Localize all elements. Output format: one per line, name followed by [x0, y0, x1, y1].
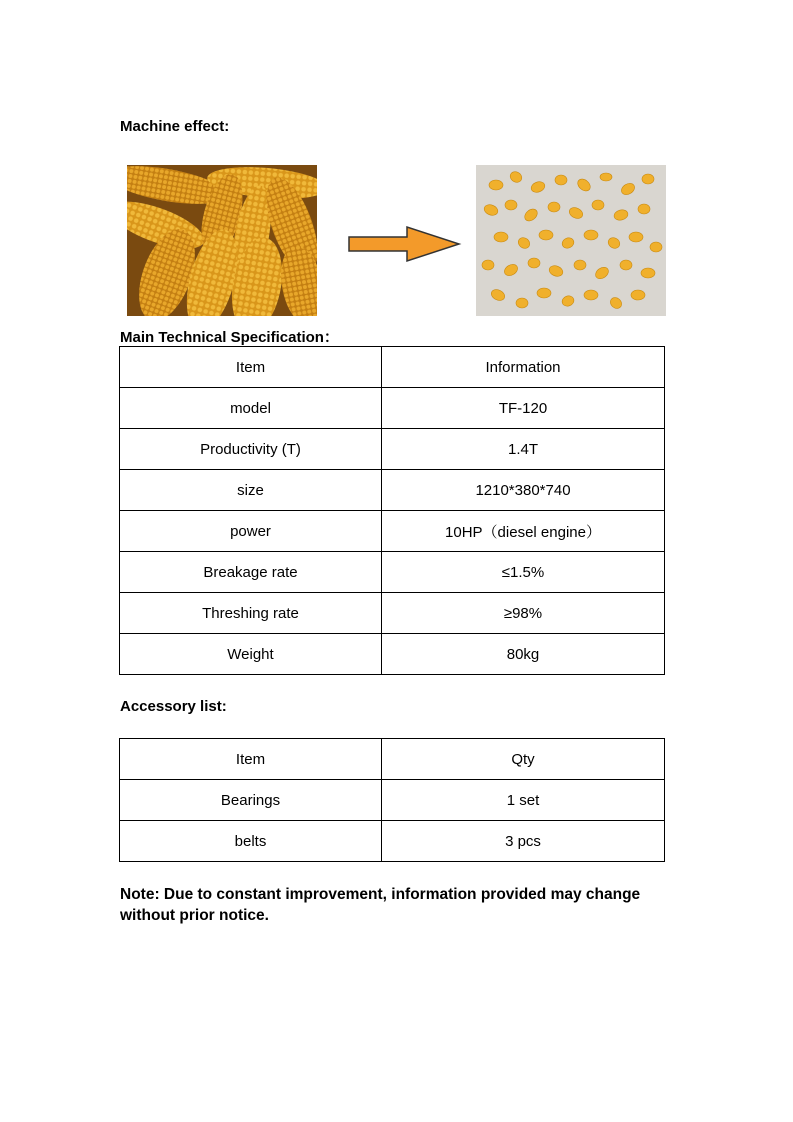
table-cell: belts	[120, 821, 382, 862]
table-row	[120, 634, 665, 675]
table-header-row	[120, 739, 665, 780]
table-cell: 1210*380*740	[382, 470, 665, 511]
machine-effect-heading: Machine effect:	[120, 118, 230, 135]
accessory-heading: Accessory list:	[120, 698, 227, 715]
table-cell: model	[120, 388, 382, 429]
accessory-table	[119, 738, 665, 862]
table-row	[120, 429, 665, 470]
table-cell: 10HP（diesel engine）	[382, 511, 665, 552]
table-cell: Productivity (T)	[120, 429, 382, 470]
corn-kernels-photo	[476, 165, 666, 316]
table-cell: power	[120, 511, 382, 552]
table-cell: TF-120	[382, 388, 665, 429]
table-cell: Breakage rate	[120, 552, 382, 593]
table-cell: 1.4T	[382, 429, 665, 470]
table-cell: 80kg	[382, 634, 665, 675]
table-row	[120, 593, 665, 634]
table-cell: Bearings	[120, 780, 382, 821]
table-cell: 1 set	[382, 780, 665, 821]
table-cell: ≤1.5%	[382, 552, 665, 593]
table-row	[120, 511, 665, 552]
header-cell: Item	[120, 739, 382, 780]
corn-cobs-photo	[127, 165, 317, 316]
note-text: Note: Due to constant improvement, information provided may change without prior notice.	[120, 886, 641, 924]
table-header-row	[120, 347, 665, 388]
table-cell: 3 pcs	[382, 821, 665, 862]
header-cell: Qty	[382, 739, 665, 780]
table-row	[120, 780, 665, 821]
table-row	[120, 821, 665, 862]
header-cell: Information	[382, 347, 665, 388]
header-cell: Item	[120, 347, 382, 388]
main-spec-heading: Main Technical Specification：	[120, 329, 339, 346]
table-row	[120, 552, 665, 593]
table-row	[120, 470, 665, 511]
table-cell: Threshing rate	[120, 593, 382, 634]
spec-table	[119, 346, 665, 675]
table-row	[120, 388, 665, 429]
table-cell: Weight	[120, 634, 382, 675]
arrow-right-icon	[347, 224, 463, 264]
table-cell: size	[120, 470, 382, 511]
table-cell: ≥98%	[382, 593, 665, 634]
